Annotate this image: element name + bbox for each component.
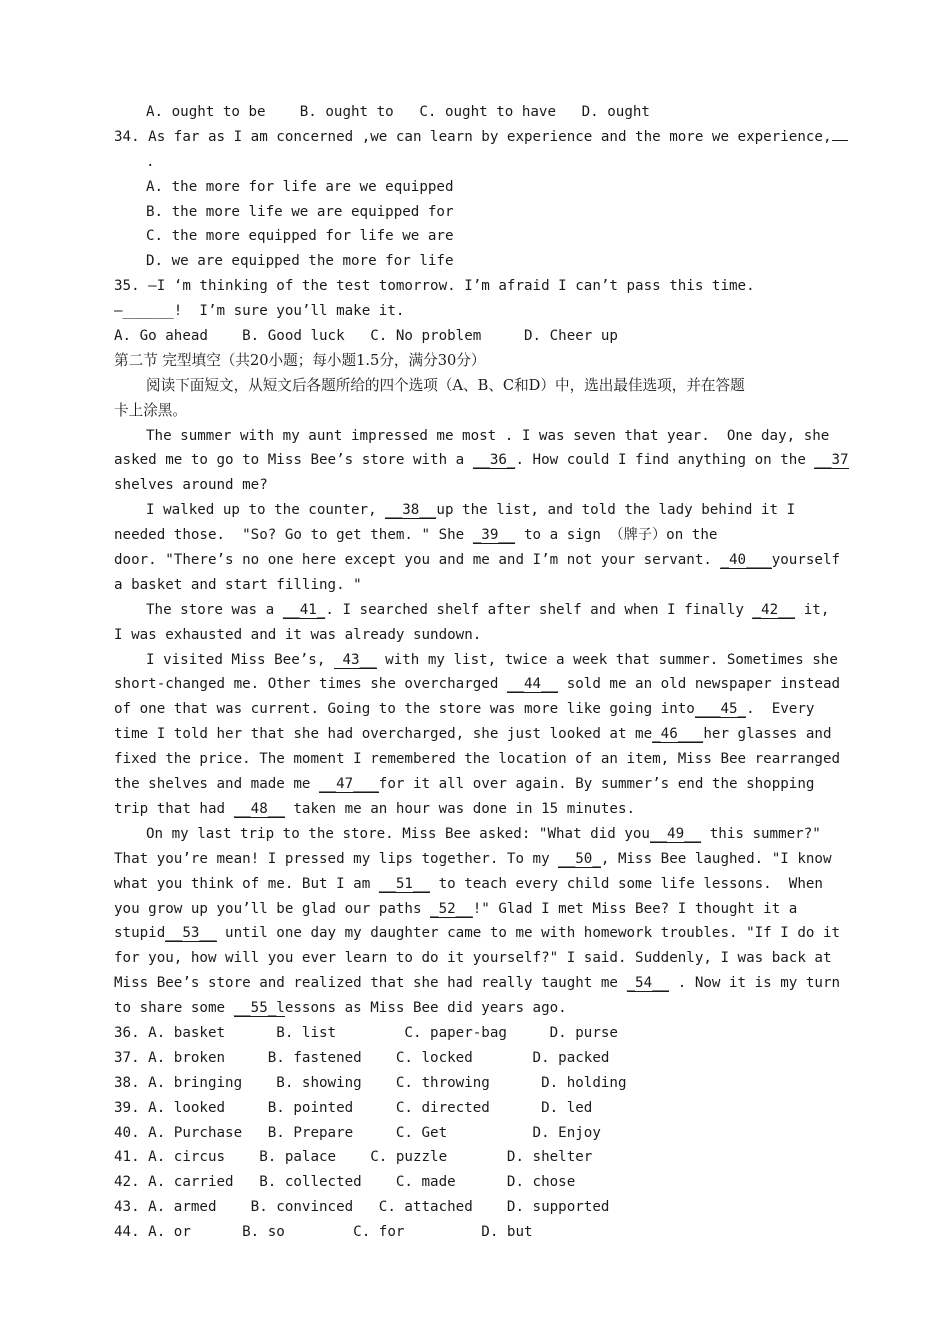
- answer-blank: __49__: [649, 825, 702, 842]
- answer-blank: __41_: [282, 601, 326, 618]
- q34-stem: [114, 125, 838, 150]
- answer-blank: __51__: [378, 875, 431, 892]
- answer-choice-row: 44. A. or B. so C. for D. but: [114, 1224, 533, 1241]
- answer-choice-row: 40. A. Purchase B. Prepare C. Get D. Enjoy: [114, 1124, 601, 1141]
- passage-text: yourself: [771, 552, 841, 569]
- passage-text: . How could I find anything on the: [515, 452, 815, 469]
- passage-line: [114, 424, 838, 449]
- passage-line: [114, 897, 838, 922]
- answer-blank: _52__: [430, 900, 473, 917]
- passage-text: with my list, twice a week that summer. Sometimes she: [376, 651, 838, 668]
- passage-text: !" Glad I met Miss Bee? I thought it a: [472, 900, 798, 917]
- answer-blank: __53__: [165, 925, 217, 942]
- section-title: 第二节 完型填空（共20小题；每小题1.5分，满分30分）: [114, 351, 486, 369]
- passage-text: needed those. "So? Go to get them. " She: [114, 527, 473, 544]
- passage-line: [114, 772, 838, 797]
- passage-text: asked me to go to Miss Bee’s store with a: [114, 452, 473, 469]
- answer-blank: _46___: [652, 726, 704, 743]
- passage-line: [114, 648, 838, 673]
- passage-text: it,: [795, 601, 830, 618]
- answer-blank: _39__: [472, 527, 516, 544]
- passage-text: for you, how will you ever learn to do it yourself?" I said. Suddenly, I was back at: [114, 950, 832, 967]
- passage-text: taken me an hour was done in 15 minutes.: [284, 800, 636, 817]
- answer-choice-row: 41. A. circus B. palace C. puzzle D. shelter: [114, 1149, 593, 1166]
- q35-line2: —______! I’m sure you’ll make it.: [114, 303, 405, 320]
- q34-option-b: B. the more life we are equipped for: [146, 203, 454, 220]
- q34-option-c: C. the more equipped for life we are: [146, 228, 454, 245]
- passage-line: [114, 872, 838, 897]
- passage-text: , Miss Bee laughed. "I know: [600, 850, 832, 867]
- answer-choice-row: 43. A. armed B. convinced C. attached D. supported: [114, 1199, 610, 1216]
- answer-blank: ___45_: [694, 701, 747, 718]
- passage-line: [114, 722, 838, 747]
- answer-blank: __48__: [233, 800, 285, 817]
- passage-text: essons as Miss Bee did years ago.: [284, 1000, 567, 1017]
- passage-text: trip that had: [114, 800, 234, 817]
- passage-line: [114, 921, 841, 946]
- passage-text: to teach every child some life lessons. When: [430, 875, 823, 892]
- answer-choices: [114, 1021, 838, 1245]
- passage-text: . Every: [746, 701, 815, 718]
- answer-choice-row: 39. A. looked B. pointed C. directed D. led: [114, 1099, 593, 1116]
- answer-choice-row: 38. A. bringing B. showing C. throwing D. holding: [114, 1074, 627, 1091]
- q35-line1: 35. —I ‘m thinking of the test tomorrow. I’m afraid I can’t pass this time.: [114, 278, 755, 295]
- answer-blank: __38__: [385, 502, 437, 519]
- answer-blank: __44__: [506, 676, 559, 693]
- answer-choice-row: 42. A. carried B. collected C. made D. chose: [114, 1174, 576, 1191]
- passage-text: you grow up you’ll be glad our paths: [114, 900, 431, 917]
- answer-blank: __47___: [319, 776, 379, 793]
- passage-text: stupid: [114, 925, 166, 942]
- passage-text: of one that was current. Going to the store was more like going into: [114, 701, 695, 718]
- answer-blank: _40___: [720, 552, 772, 569]
- answer-choice-row: 37. A. broken B. fastened C. locked D. packed: [114, 1049, 610, 1066]
- answer-blank: __55_l: [233, 1000, 285, 1017]
- passage-line: [114, 971, 841, 996]
- passage-text: up the list, and told the lady behind it I: [436, 502, 796, 519]
- answer-blank: __50_: [558, 850, 601, 867]
- passage-text: On my last trip to the store. Miss Bee asked: "What did you: [146, 825, 650, 842]
- passage-text: short-changed me. Other times she overcharged: [114, 676, 507, 693]
- passage-text: her glasses and: [703, 726, 832, 743]
- q34-option-a: A. the more for life are we equipped: [146, 178, 454, 195]
- passage-text: I visited Miss Bee’s,: [146, 651, 334, 668]
- passage-line: [114, 822, 838, 847]
- section-instruction-1: 阅读下面短文，从短文后各题所给的四个选项（A、B、C和D）中，选出最佳选项，并在答题: [146, 376, 745, 394]
- exam-page: [114, 100, 849, 1245]
- passage-line: [114, 573, 838, 598]
- passage-text: sold me an old newspaper instead: [558, 676, 841, 693]
- passage-text: The store was a: [146, 601, 283, 618]
- passage-text: a basket and start filling. ": [114, 576, 362, 593]
- q35-options: A. Go ahead B. Good luck C. No problem D. Cheer up: [114, 328, 618, 345]
- passage-text: The summer with my aunt impressed me most . I was seven that year. One day, she: [146, 427, 830, 444]
- passage-line: [114, 623, 838, 648]
- passage-text: to share some: [114, 1000, 234, 1017]
- passage-text: shelves around me?: [114, 477, 268, 494]
- passage-text: time I told her that she had overcharged, she just looked at me: [114, 726, 653, 743]
- passage-line: [114, 996, 838, 1021]
- passage-line: [114, 448, 849, 473]
- passage-line: [114, 946, 838, 971]
- passage-line: [114, 598, 838, 623]
- passage-text: . Now it is my turn: [669, 975, 841, 992]
- passage-text: That you’re mean! I pressed my lips together. To my: [114, 850, 559, 867]
- answer-blank: 43__: [333, 651, 377, 668]
- passage-text: door. "There’s no one here except you and me and I’m not your servant.: [114, 552, 721, 569]
- passage-line: [114, 847, 838, 872]
- passage-text: . I searched shelf after shelf and when I finally: [325, 601, 753, 618]
- passage-text: I was exhausted and it was already sundown.: [114, 626, 482, 643]
- passage-text: to a sign （牌子）on the: [515, 527, 718, 544]
- answer-blank: __36_: [472, 452, 516, 469]
- passage-line: [114, 548, 841, 573]
- answer-blank: _42__: [752, 601, 796, 618]
- passage-line: [114, 747, 841, 772]
- passage-text: I walked up to the counter,: [146, 502, 386, 519]
- section-instruction-2: 卡上涂黑。: [114, 401, 187, 419]
- passage-line: [114, 697, 838, 722]
- passage-line: [114, 473, 838, 498]
- q34-answer-blank: [832, 140, 848, 141]
- answer-blank: _54__: [626, 975, 670, 992]
- passage-line: [114, 498, 838, 523]
- passage-text: this summer?": [701, 825, 821, 842]
- passage-text: for it all over again. By summer’s end the shopping: [378, 776, 815, 793]
- passage-text: fixed the price. The moment I remembered the location of an item, Miss Bee rearranged: [114, 751, 841, 768]
- q33-options: A. ought to be B. ought to C. ought to have D. ought: [146, 104, 650, 120]
- passage-text: the shelves and made me: [114, 776, 319, 793]
- answer-blank: __37: [814, 452, 849, 469]
- q34-option-d: D. we are equipped the more for life: [146, 253, 454, 270]
- passage-line: [114, 672, 841, 697]
- answer-choice-row: 36. A. basket B. list C. paper-bag D. purse: [114, 1024, 618, 1041]
- q34-stem-end: .: [146, 153, 155, 170]
- passage-text: what you think of me. But I am: [114, 875, 379, 892]
- passage-text: Miss Bee’s store and realized that she had really taught me: [114, 975, 627, 992]
- passage-line: [114, 523, 838, 548]
- passage-text: until one day my daughter came to me with homework troubles. "If I do it: [216, 925, 841, 942]
- cloze-passage: [114, 424, 849, 1021]
- q34-stem-text: 34. As far as I am concerned ,we can learn by experience and the more we experience,: [114, 128, 832, 145]
- passage-line: [114, 797, 838, 822]
